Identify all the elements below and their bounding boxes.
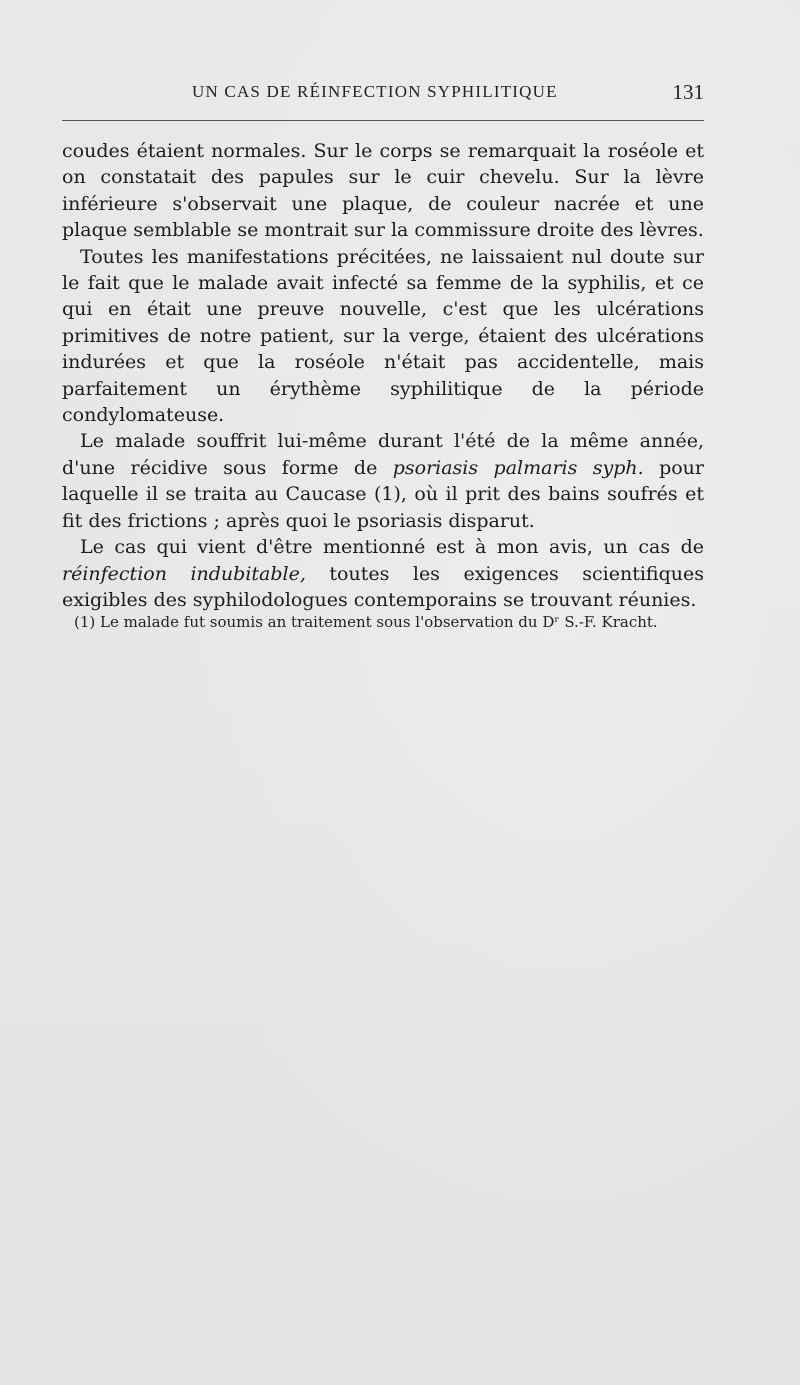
paragraph-2: Toutes les manifestations précitées, ne laissaient nul doute sur le fait que le malade avait infecté sa femme de la syphilis, et ce qui en était une preuve nouvelle, c'est que les ulcérations primitives de notre patient, sur la verge, étaient des ulcérations indurées et que la roséole n'était pas accidentelle, mais parfaitement un érythème syphilitique de la période condylomateuse. bbox=[62, 245, 704, 427]
paragraph-3-text-after: pour laquelle il se traita au Caucase (1), où il prit des bains soufrés et fit des frictions ; après quoi le psoriasis disparut. bbox=[62, 456, 704, 532]
paragraph-3-italic-term: psoriasis palmaris syph. bbox=[392, 456, 644, 479]
paragraph-3 bbox=[62, 428, 704, 534]
running-title: UN CAS DE RÉINFECTION SYPHILITIQUE bbox=[192, 82, 558, 101]
paragraph-4 bbox=[62, 534, 704, 613]
page-header bbox=[62, 82, 704, 108]
paragraph-1: coudes étaient normales. Sur le corps se remarquait la roséole et on constatait des papules sur le cuir chevelu. Sur la lèvre inférieure s'observait une plaque, de couleur nacrée et une plaque semblable se montrait sur la commissure droite des lèvres. bbox=[62, 140, 704, 242]
paragraph-4-text-before: Le cas qui vient d'être mentionné est à mon avis, un cas de bbox=[80, 536, 704, 559]
paragraph-4-text-after: toutes les exigences scientifiques exigibles des syphilodologues contemporains se trouvant réunies. bbox=[62, 562, 704, 611]
body-text bbox=[62, 138, 704, 613]
page-number: 131 bbox=[672, 80, 704, 104]
paragraph-4-italic-term: réinfection indubitable, bbox=[62, 562, 306, 585]
paragraph-3-text-before: Le malade souffrit lui-même durant l'été de la même année, d'une récidive sous forme de bbox=[62, 430, 704, 479]
footnote: (1) Le malade fut soumis an traitement sous l'observation du Dʳ S.-F. Kracht. bbox=[74, 613, 658, 631]
header-rule bbox=[62, 120, 704, 121]
